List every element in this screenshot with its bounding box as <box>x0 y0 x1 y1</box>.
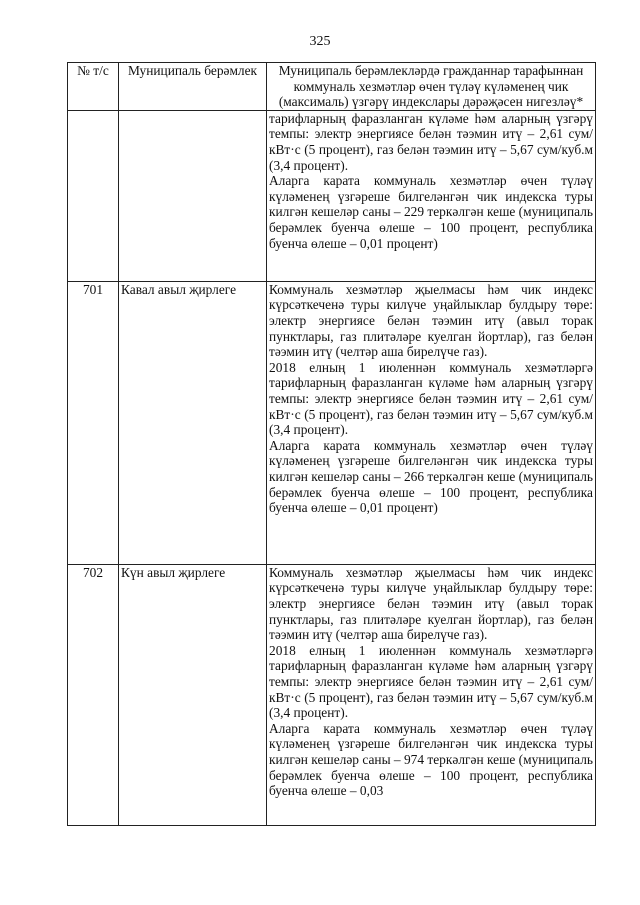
row-number: 702 <box>68 564 119 825</box>
description-paragraph: тарифларның фаразланган күләме һәм аларның үзгәрү темпы: электр энергиясе белән тәэмин итү – 2,61 сум/кВт·с (5 процент), газ белән тәэмин итү – 5,67 сум/куб.м (3,4 процент). <box>269 110 593 173</box>
description-paragraph: 2018 елның 1 июленнән коммуналь хезмәтләргә тарифларның фаразланган күләме һәм аларның үзгәрү темпы: электр энергиясе белән тәэмин итү – 2,61 сум/кВт·с (5 процент), газ белән тәэмин итү – 5,67 сум/куб.м (3,4 процент). <box>269 359 593 438</box>
description-paragraph: Аларга карата коммуналь хезмәтләр өчен түләү күләменең үзгәреше билгеләнгән чик индекска туры килгән кешеләр саны – 974 теркәлгән кеше (муниципаль берәмлек буенча өлеше – 100 процент, республика буенча өлеше – 0,03 <box>269 720 593 799</box>
description-paragraph: Коммуналь хезмәтләр җыелмасы һәм чик индекс күрсәткеченә туры килүче уңайлыклар булдыру төре: электр энергиясе белән тәэмин итү (авыл торак пунктлары, газ плитәләре куелган йортлар), газ белән тәэмин итү (челтәр аша бирелүче газ). <box>269 281 593 360</box>
header-description: Муниципаль берәмлекләрдә гражданнар тарафыннан коммуналь хезмәтләр өчен түләү күләменең чик (максималь) үзгәрү индекслары дәрәҗәсен нигезләү* <box>267 63 596 111</box>
table-row <box>68 564 596 825</box>
header-municipality: Муниципаль берәмлек <box>119 63 267 111</box>
row-description <box>267 564 596 825</box>
description-paragraph: 2018 елның 1 июленнән коммуналь хезмәтләргә тарифларның фаразланган күләме һәм аларның үзгәрү темпы: электр энергиясе белән тәэмин итү – 2,61 сум/кВт·с (5 процент), газ белән тәэмин итү – 5,67 сум/куб.м (3,4 процент). <box>269 642 593 721</box>
row-municipality <box>119 110 267 281</box>
municipal-index-table <box>67 62 596 826</box>
description-paragraph: Аларга карата коммуналь хезмәтләр өчен түләү күләменең үзгәреше билгеләнгән чик индекска туры килгән кешеләр саны – 266 теркәлгән кеше (муниципаль берәмлек буенча өлеше – 100 процент, республика буенча өлеше – 0,01 процент) <box>269 437 593 516</box>
table-header-row <box>68 63 596 111</box>
row-description <box>267 281 596 564</box>
page-number: 325 <box>309 34 331 49</box>
table-row <box>68 281 596 564</box>
row-municipality: Кавал авыл җирлеге <box>119 281 267 564</box>
table-row-continuation <box>68 110 596 281</box>
row-number: 701 <box>68 281 119 564</box>
description-paragraph: Аларга карата коммуналь хезмәтләр өчен түләү күләменең үзгәреше билгеләнгән чик индекска туры килгән кешеләр саны – 229 теркәлгән кеше (муниципаль берәмлек буенча өлеше – 100 процент, республика буенча өлеше – 0,01 процент) <box>269 173 593 251</box>
row-number <box>68 110 119 281</box>
description-paragraph: Коммуналь хезмәтләр җыелмасы һәм чик индекс күрсәткеченә туры килүче уңайлыклар булдыру төре: электр энергиясе белән тәэмин итү (авыл торак пунктлары, газ плитәләре куелган йортлар), газ белән тәэмин итү (челтәр аша бирелүче газ). <box>269 564 593 643</box>
row-description <box>267 110 596 281</box>
row-municipality: Күн авыл җирлеге <box>119 564 267 825</box>
header-number: № т/с <box>68 63 119 111</box>
